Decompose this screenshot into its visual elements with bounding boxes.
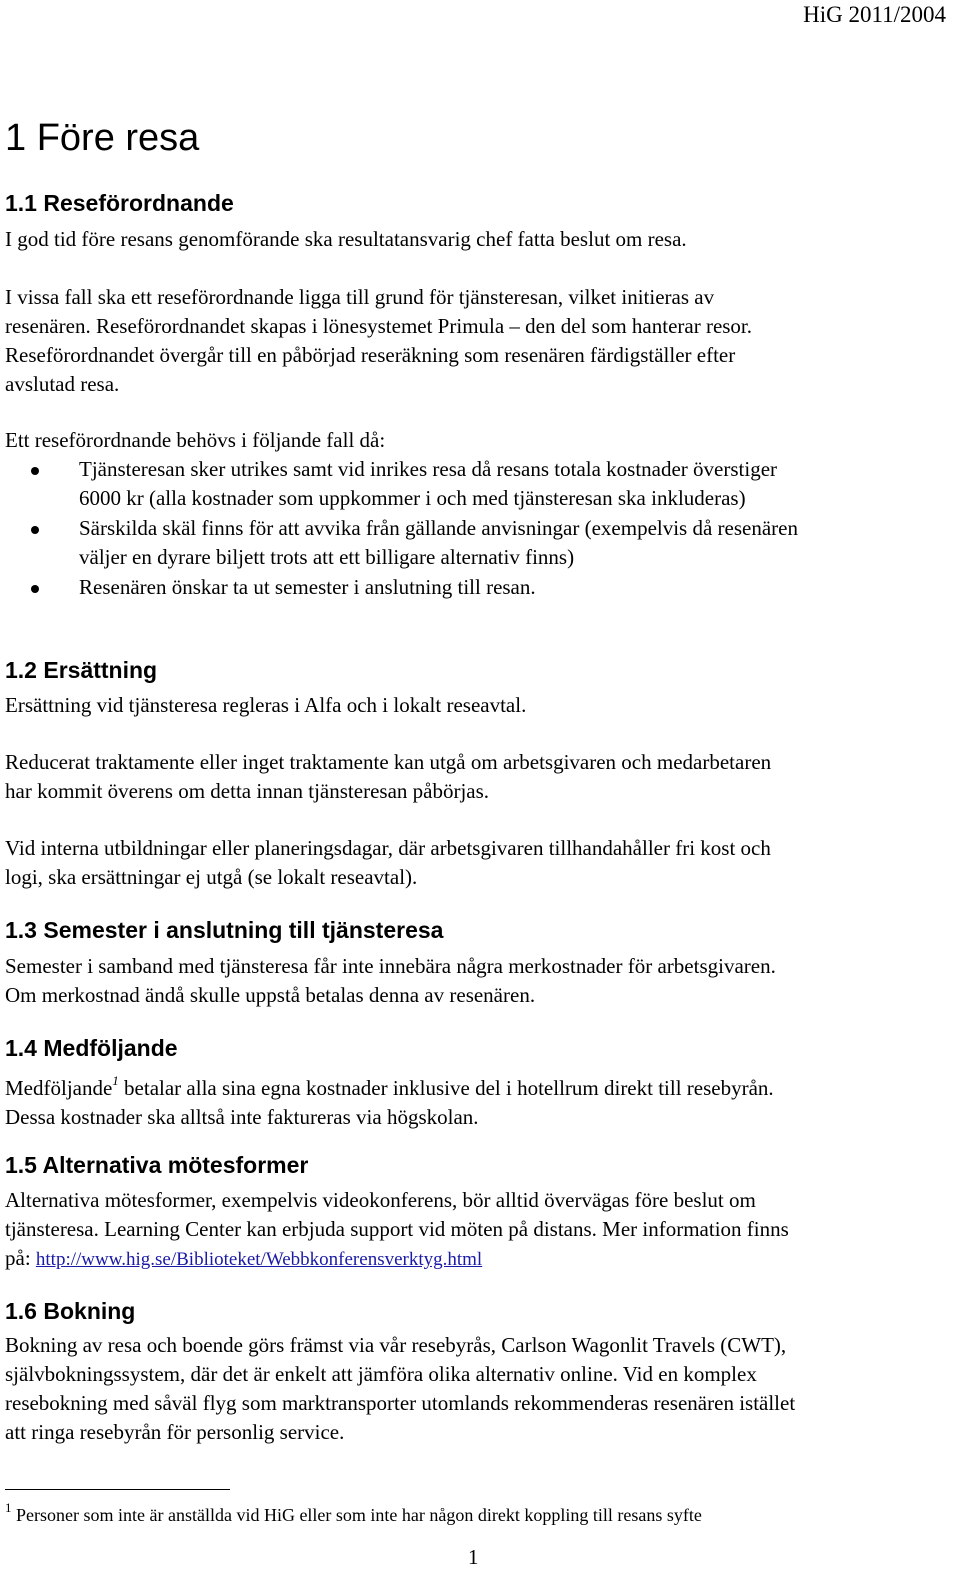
text-line: Bokning av resa och boende görs främst via vår resebyrås, Carlson Wagonlit Travels (CWT), [5, 1333, 787, 1357]
text-line: Alternativa mötesformer, exempelvis videokonferens, bör alltid övervägas före beslut om [5, 1188, 756, 1212]
text-line: självbokningssystem, där det är enkelt att jämföra olika alternativ online. Vid en komplex [5, 1362, 757, 1386]
paragraph [5, 748, 950, 806]
text-line: Särskilda skäl finns för att avvika från gällande anvisningar (exempelvis då resenären [79, 516, 798, 540]
text-line: tjänsteresa. Learning Center kan erbjuda support vid möten på distans. Mer information finns [5, 1217, 789, 1241]
paragraph [5, 283, 950, 399]
text-line: att ringa resebyrån för personlig service. [5, 1420, 345, 1444]
chapter-title: 1 Före resa [5, 117, 200, 159]
text-line: resebokning med såväl flyg som marktransporter utomlands rekommenderas resenären istället [5, 1391, 796, 1415]
footnote [5, 1502, 702, 1526]
text-line: Om merkostnad ändå skulle uppstå betalas denna av resenären. [5, 983, 536, 1007]
text-line: resenären. Reseförordnandet skapas i lönesystemet Primula – den del som hanterar resor. [5, 314, 753, 338]
section-heading-1-6: 1.6 Bokning [5, 1298, 136, 1324]
paragraph [5, 952, 950, 1010]
paragraph [5, 1331, 950, 1447]
paragraph [5, 1186, 950, 1274]
text-line: Semester i samband med tjänsteresa får inte innebära några merkostnader för arbetsgivaren. [5, 954, 776, 978]
text-line: Vid interna utbildningar eller planeringsdagar, där arbetsgivaren tillhandahåller fri kost och [5, 836, 771, 860]
bullet-icon [31, 467, 39, 475]
paragraph [5, 834, 950, 892]
text-line: Resenären önskar ta ut semester i anslutning till resan. [79, 575, 536, 599]
list-item [79, 573, 949, 602]
section-heading-1-5: 1.5 Alternativa mötesformer [5, 1152, 309, 1178]
list-item [79, 514, 949, 572]
section-heading-1-1: 1.1 Reseförordnande [5, 190, 234, 216]
section-heading-1-2: 1.2 Ersättning [5, 657, 158, 683]
text-run: Medföljande [5, 1076, 113, 1100]
text-line [5, 1068, 950, 1103]
footnote-text: Personer som inte är anställda vid HiG eller som inte har någon direkt koppling till resans syfte [11, 1505, 702, 1525]
text-run: betalar alla sina egna kostnader inklusive del i hotellrum direkt till resebyrån. [118, 1076, 774, 1100]
footnote-separator [5, 1489, 230, 1490]
paragraph [5, 1068, 950, 1132]
text-line: Tjänsteresan sker utrikes samt vid inrikes resa då resans totala kostnader överstiger [79, 457, 778, 481]
footnote-marker: 1 [112, 1073, 119, 1088]
text-line: avslutad resa. [5, 372, 120, 396]
section-heading-1-3: 1.3 Semester i anslutning till tjänsteresa [5, 917, 444, 943]
text-line: Reseförordnandet övergår till en påbörjad reseräkning som resenären färdigställer efter [5, 343, 736, 367]
text-line: Reducerat traktamente eller inget traktamente kan utgå om arbetsgivaren och medarbetaren [5, 750, 772, 774]
running-header: HiG 2011/2004 [803, 2, 946, 27]
section-heading-1-4: 1.4 Medföljande [5, 1035, 178, 1061]
bullet-icon [31, 526, 39, 534]
footnote-number: 1 [5, 1500, 12, 1515]
page-number: 1 [468, 1545, 479, 1569]
text-run: på: [5, 1246, 36, 1270]
paragraph: Ersättning vid tjänsteresa regleras i Alfa och i lokalt reseavtal. [5, 693, 527, 717]
webbkonferens-link[interactable]: http://www.hig.se/Biblioteket/Webbkonferensverktyg.html [35, 1249, 483, 1270]
text-line: Dessa kostnader ska alltså inte faktureras via högskolan. [5, 1105, 479, 1129]
text-line: I vissa fall ska ett reseförordnande ligga till grund för tjänsteresan, vilket initieras av [5, 285, 715, 309]
text-line: väljer en dyrare biljett trots att ett billigare alternativ finns) [79, 545, 575, 569]
paragraph: I god tid före resans genomförande ska resultatansvarig chef fatta beslut om resa. [5, 227, 687, 251]
paragraph: Ett reseförordnande behövs i följande fall då: [5, 428, 386, 452]
bullet-icon [31, 585, 39, 593]
text-line: logi, ska ersättningar ej utgå (se lokalt reseavtal). [5, 865, 418, 889]
list-item [79, 455, 949, 513]
text-line [5, 1244, 950, 1274]
text-line: har kommit överens om detta innan tjänsteresan påbörjas. [5, 779, 490, 803]
text-line: 6000 kr (alla kostnader som uppkommer i och med tjänsteresan ska inkluderas) [79, 486, 746, 510]
